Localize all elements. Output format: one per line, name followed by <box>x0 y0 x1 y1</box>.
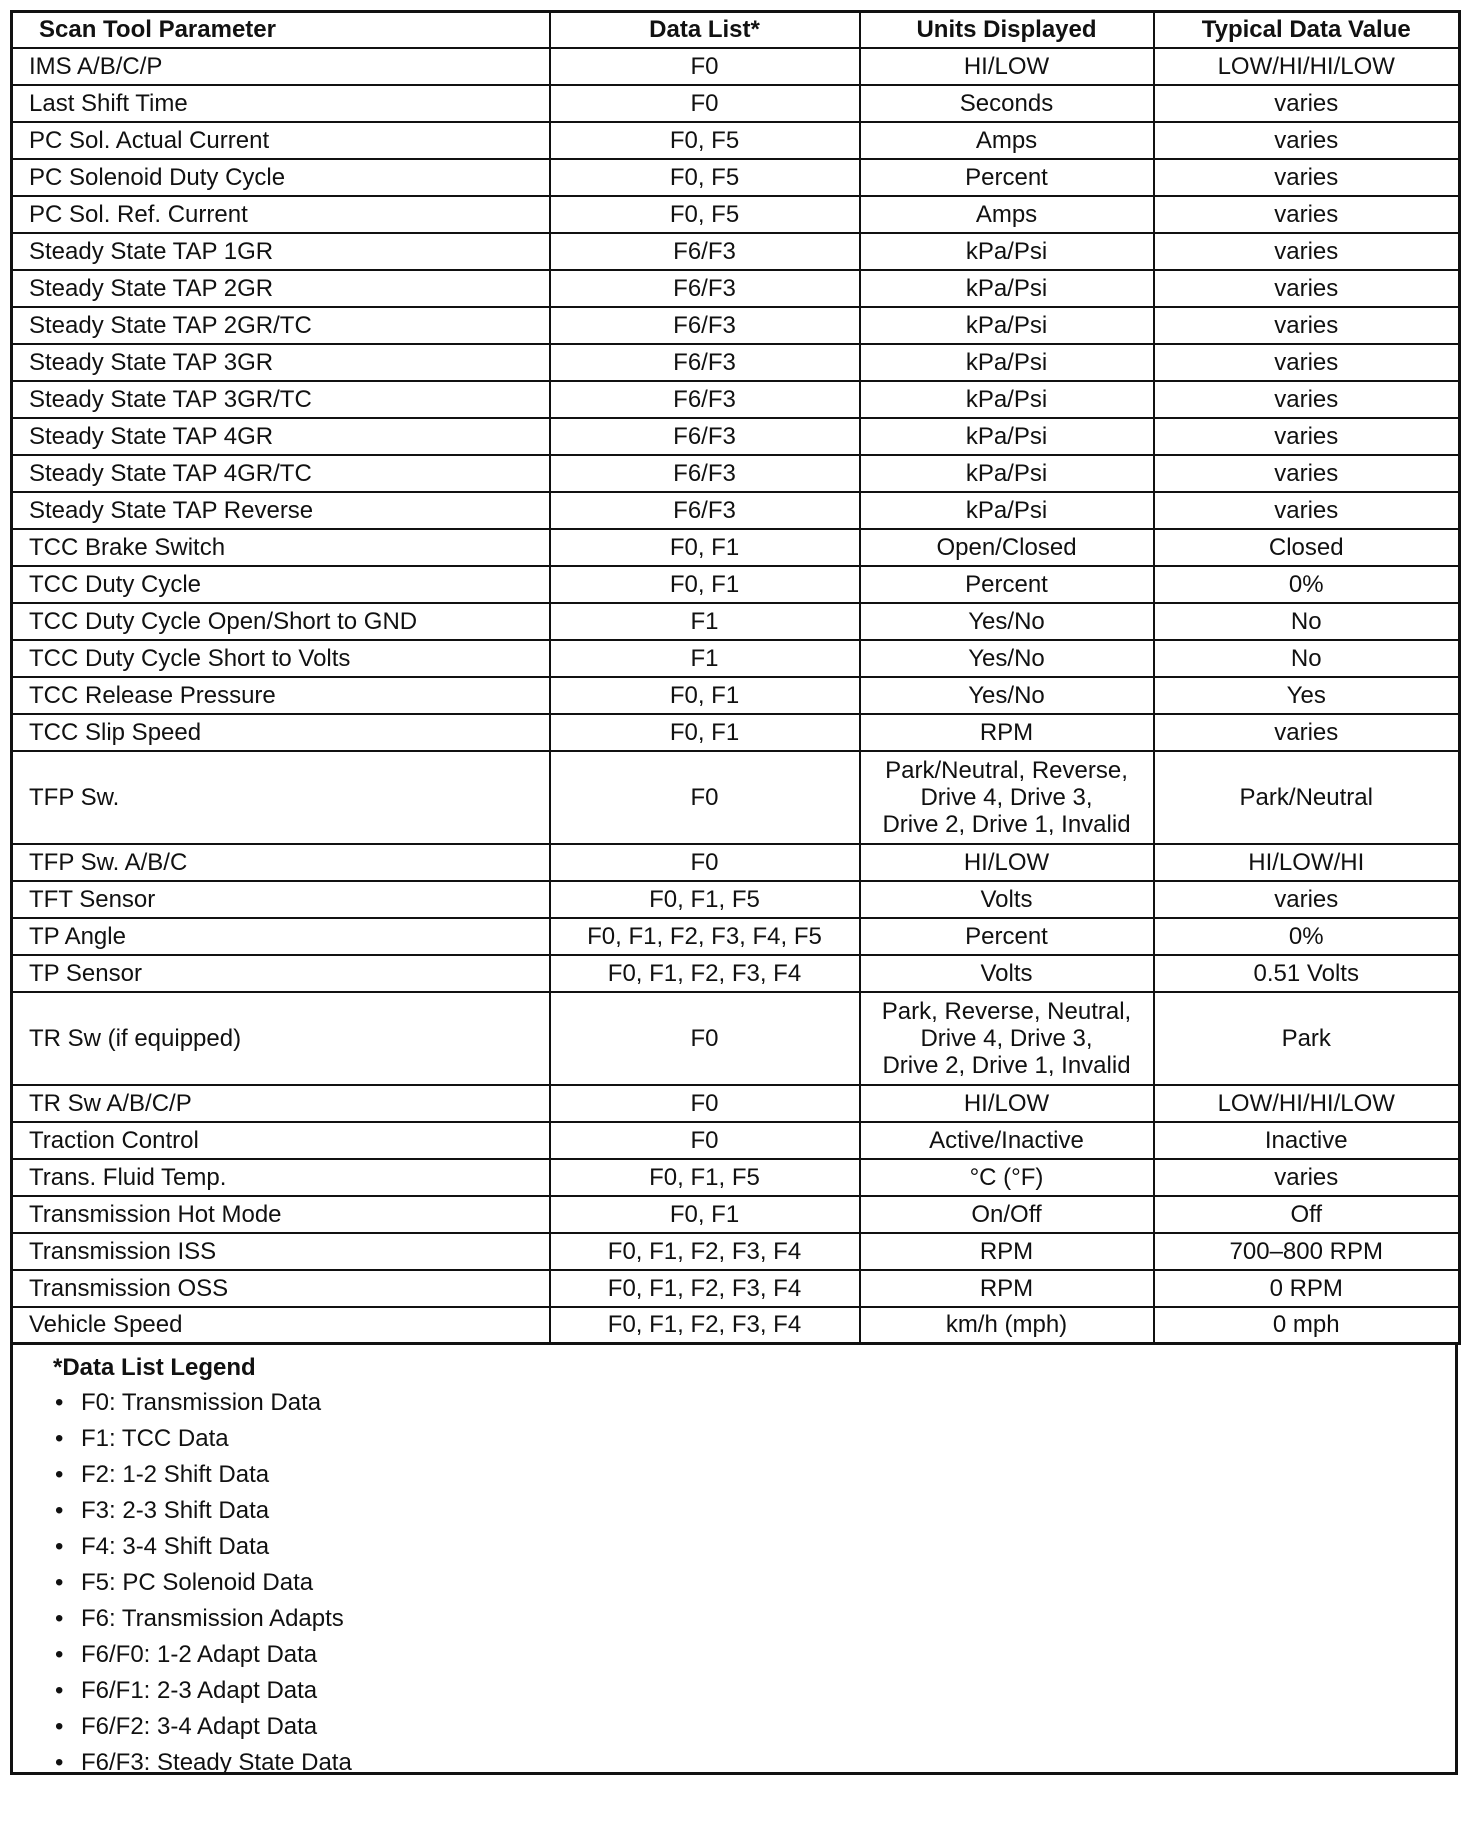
legend-item-text: F6/F3: Steady State Data <box>81 1749 352 1776</box>
cell-parameter: Trans. Fluid Temp. <box>12 1159 550 1196</box>
cell-typical-value: Off <box>1154 1196 1460 1233</box>
bullet-icon: • <box>55 1569 64 1596</box>
legend-item <box>53 1565 1439 1601</box>
table-row <box>12 1233 1460 1270</box>
cell-typical-value: 0.51 Volts <box>1154 955 1460 992</box>
cell-units: kPa/Psi <box>860 344 1154 381</box>
cell-parameter: TP Angle <box>12 918 550 955</box>
cell-data-list: F0 <box>550 1085 860 1122</box>
cell-data-list: F0, F1, F2, F3, F4 <box>550 1270 860 1307</box>
table-row <box>12 418 1460 455</box>
cell-parameter: TR Sw (if equipped) <box>12 992 550 1085</box>
cell-parameter: TP Sensor <box>12 955 550 992</box>
table-row <box>12 1196 1460 1233</box>
cell-parameter: PC Sol. Actual Current <box>12 122 550 159</box>
table-row <box>12 844 1460 881</box>
cell-data-list: F6/F3 <box>550 344 860 381</box>
cell-data-list: F0, F1, F2, F3, F4 <box>550 1233 860 1270</box>
cell-typical-value: 0% <box>1154 918 1460 955</box>
cell-data-list: F6/F3 <box>550 418 860 455</box>
cell-typical-value: 700–800 RPM <box>1154 1233 1460 1270</box>
cell-line: Drive 4, Drive 3, <box>920 1024 1093 1052</box>
cell-data-list: F6/F3 <box>550 233 860 270</box>
cell-units: kPa/Psi <box>860 233 1154 270</box>
legend-item-text: F6: Transmission Adapts <box>81 1605 344 1632</box>
cell-units: km/h (mph) <box>860 1307 1154 1344</box>
cell-data-list: F0, F1, F5 <box>550 881 860 918</box>
cell-typical-value: varies <box>1154 307 1460 344</box>
cell-typical-value: Park/Neutral <box>1154 751 1460 844</box>
cell-units: Percent <box>860 566 1154 603</box>
table-row <box>12 344 1460 381</box>
cell-data-list: F0, F1 <box>550 529 860 566</box>
legend-item-text: F6/F0: 1-2 Adapt Data <box>81 1641 318 1668</box>
cell-typical-value: varies <box>1154 455 1460 492</box>
cell-typical-value: varies <box>1154 881 1460 918</box>
table-row <box>12 492 1460 529</box>
cell-data-list: F6/F3 <box>550 381 860 418</box>
bullet-icon: • <box>55 1425 64 1452</box>
cell-data-list: F0 <box>550 751 860 844</box>
cell-parameter: TCC Duty Cycle Short to Volts <box>12 640 550 677</box>
bullet-icon: • <box>55 1713 64 1740</box>
cell-parameter: Vehicle Speed <box>12 1307 550 1344</box>
cell-data-list: F0, F1, F5 <box>550 1159 860 1196</box>
cell-parameter: Traction Control <box>12 1122 550 1159</box>
cell-typical-value: Closed <box>1154 529 1460 566</box>
cell-typical-value: varies <box>1154 1159 1460 1196</box>
table-row <box>12 1159 1460 1196</box>
cell-typical-value: varies <box>1154 492 1460 529</box>
cell-units: Amps <box>860 196 1154 233</box>
cell-units: RPM <box>860 714 1154 751</box>
table-row <box>12 714 1460 751</box>
cell-parameter: TCC Slip Speed <box>12 714 550 751</box>
legend-item-text: F3: 2-3 Shift Data <box>81 1497 270 1524</box>
legend-item <box>53 1385 1439 1421</box>
cell-typical-value: varies <box>1154 196 1460 233</box>
legend-item <box>53 1529 1439 1565</box>
cell-typical-value: 0 RPM <box>1154 1270 1460 1307</box>
cell-typical-value: Park <box>1154 992 1460 1085</box>
cell-typical-value: varies <box>1154 714 1460 751</box>
table-row <box>12 1307 1460 1344</box>
table-row <box>12 677 1460 714</box>
cell-parameter: TCC Duty Cycle <box>12 566 550 603</box>
table-row <box>12 48 1460 85</box>
cell-data-list: F6/F3 <box>550 270 860 307</box>
cell-parameter: Steady State TAP 2GR <box>12 270 550 307</box>
column-header-typical-value: Typical Data Value <box>1154 12 1460 48</box>
cell-data-list: F0, F1, F2, F3, F4 <box>550 1307 860 1344</box>
legend-item-text: F2: 1-2 Shift Data <box>81 1461 270 1488</box>
cell-units: RPM <box>860 1233 1154 1270</box>
cell-data-list: F0 <box>550 992 860 1085</box>
column-header-units: Units Displayed <box>860 12 1154 48</box>
legend-item-text: F0: Transmission Data <box>81 1389 322 1416</box>
cell-line: Drive 2, Drive 1, Invalid <box>882 810 1131 838</box>
table-row <box>12 529 1460 566</box>
table-body <box>12 48 1460 1344</box>
table-row <box>12 381 1460 418</box>
cell-data-list: F0, F5 <box>550 159 860 196</box>
cell-typical-value: No <box>1154 603 1460 640</box>
cell-parameter: Steady State TAP 1GR <box>12 233 550 270</box>
legend-item <box>53 1601 1439 1637</box>
cell-line: Park/Neutral, Reverse, <box>885 756 1128 784</box>
legend-item <box>53 1709 1439 1745</box>
legend-title: *Data List Legend <box>53 1354 256 1381</box>
cell-data-list: F0, F1 <box>550 714 860 751</box>
cell-typical-value: varies <box>1154 233 1460 270</box>
table-row <box>12 1085 1460 1122</box>
cell-parameter: Steady State TAP 2GR/TC <box>12 307 550 344</box>
cell-line: Park, Reverse, Neutral, <box>881 997 1132 1025</box>
table-row <box>12 233 1460 270</box>
cell-typical-value: varies <box>1154 122 1460 159</box>
cell-units: HI/LOW <box>860 48 1154 85</box>
cell-units <box>860 751 1154 844</box>
bullet-icon: • <box>55 1641 64 1668</box>
cell-units: Open/Closed <box>860 529 1154 566</box>
cell-units: kPa/Psi <box>860 492 1154 529</box>
table-row <box>12 566 1460 603</box>
cell-data-list: F0, F1 <box>550 677 860 714</box>
table-row <box>12 1122 1460 1159</box>
table-row <box>12 881 1460 918</box>
cell-parameter: Steady State TAP 3GR/TC <box>12 381 550 418</box>
cell-data-list: F0, F5 <box>550 196 860 233</box>
cell-units: On/Off <box>860 1196 1154 1233</box>
cell-data-list: F1 <box>550 640 860 677</box>
cell-typical-value: Yes <box>1154 677 1460 714</box>
legend-item <box>53 1421 1439 1457</box>
cell-units: Volts <box>860 955 1154 992</box>
cell-units: kPa/Psi <box>860 381 1154 418</box>
cell-parameter: TFT Sensor <box>12 881 550 918</box>
cell-units: °C (°F) <box>860 1159 1154 1196</box>
cell-units: Volts <box>860 881 1154 918</box>
cell-units: Amps <box>860 122 1154 159</box>
cell-units: RPM <box>860 1270 1154 1307</box>
cell-typical-value: varies <box>1154 159 1460 196</box>
cell-data-list: F0 <box>550 85 860 122</box>
cell-units: Yes/No <box>860 677 1154 714</box>
legend-item-text: F4: 3-4 Shift Data <box>81 1533 270 1560</box>
table-row <box>12 122 1460 159</box>
cell-units: Seconds <box>860 85 1154 122</box>
cell-typical-value: varies <box>1154 270 1460 307</box>
cell-parameter: Steady State TAP 3GR <box>12 344 550 381</box>
cell-parameter: Transmission Hot Mode <box>12 1196 550 1233</box>
cell-data-list: F6/F3 <box>550 492 860 529</box>
cell-units: Percent <box>860 159 1154 196</box>
cell-typical-value: No <box>1154 640 1460 677</box>
cell-data-list: F6/F3 <box>550 455 860 492</box>
cell-typical-value: Inactive <box>1154 1122 1460 1159</box>
legend-item-text: F5: PC Solenoid Data <box>81 1569 314 1596</box>
table-row <box>12 307 1460 344</box>
cell-units: HI/LOW <box>860 1085 1154 1122</box>
bullet-icon: • <box>55 1461 64 1488</box>
cell-units: Active/Inactive <box>860 1122 1154 1159</box>
cell-units: kPa/Psi <box>860 270 1154 307</box>
cell-parameter: Steady State TAP Reverse <box>12 492 550 529</box>
cell-parameter: Steady State TAP 4GR/TC <box>12 455 550 492</box>
legend-item <box>53 1493 1439 1529</box>
cell-parameter: TR Sw A/B/C/P <box>12 1085 550 1122</box>
cell-data-list: F0 <box>550 1122 860 1159</box>
cell-typical-value: varies <box>1154 418 1460 455</box>
cell-typical-value: LOW/HI/HI/LOW <box>1154 48 1460 85</box>
cell-parameter: PC Sol. Ref. Current <box>12 196 550 233</box>
table-row <box>12 992 1460 1085</box>
table-row <box>12 1270 1460 1307</box>
cell-line: Drive 4, Drive 3, <box>920 783 1093 811</box>
bullet-icon: • <box>55 1389 64 1416</box>
cell-data-list: F1 <box>550 603 860 640</box>
scan-tool-data-table <box>10 10 1461 1345</box>
cell-typical-value: LOW/HI/HI/LOW <box>1154 1085 1460 1122</box>
cell-units: Yes/No <box>860 603 1154 640</box>
bullet-icon: • <box>55 1605 64 1632</box>
bullet-icon: • <box>55 1533 64 1560</box>
cell-typical-value: 0% <box>1154 566 1460 603</box>
cell-data-list: F0 <box>550 844 860 881</box>
bullet-icon: • <box>55 1497 64 1524</box>
cell-data-list: F0, F1, F2, F3, F4, F5 <box>550 918 860 955</box>
legend-list <box>53 1385 1439 1781</box>
document-page <box>10 10 1458 1775</box>
legend-item-text: F6/F2: 3-4 Adapt Data <box>81 1713 318 1740</box>
table-row <box>12 196 1460 233</box>
column-header-data-list: Data List* <box>550 12 860 48</box>
cell-typical-value: varies <box>1154 381 1460 418</box>
cell-parameter: Transmission ISS <box>12 1233 550 1270</box>
cell-data-list: F0 <box>550 48 860 85</box>
cell-parameter: IMS A/B/C/P <box>12 48 550 85</box>
legend-item <box>53 1745 1439 1781</box>
table-row <box>12 270 1460 307</box>
table-row <box>12 159 1460 196</box>
bullet-icon: • <box>55 1677 64 1704</box>
cell-typical-value: varies <box>1154 344 1460 381</box>
cell-parameter: TFP Sw. A/B/C <box>12 844 550 881</box>
cell-parameter: TCC Release Pressure <box>12 677 550 714</box>
legend-item-text: F6/F1: 2-3 Adapt Data <box>81 1677 318 1704</box>
cell-units: Percent <box>860 918 1154 955</box>
table-row <box>12 455 1460 492</box>
cell-parameter: TCC Duty Cycle Open/Short to GND <box>12 603 550 640</box>
table-row <box>12 955 1460 992</box>
cell-parameter: Steady State TAP 4GR <box>12 418 550 455</box>
table-row <box>12 751 1460 844</box>
legend-item <box>53 1637 1439 1673</box>
table-header-row <box>12 12 1460 48</box>
table-row <box>12 918 1460 955</box>
cell-data-list: F0, F1, F2, F3, F4 <box>550 955 860 992</box>
cell-units <box>860 992 1154 1085</box>
table-row <box>12 603 1460 640</box>
cell-typical-value: HI/LOW/HI <box>1154 844 1460 881</box>
cell-parameter: Transmission OSS <box>12 1270 550 1307</box>
cell-data-list: F6/F3 <box>550 307 860 344</box>
column-header-parameter: Scan Tool Parameter <box>12 12 550 48</box>
cell-parameter: Last Shift Time <box>12 85 550 122</box>
cell-line: Drive 2, Drive 1, Invalid <box>882 1051 1131 1079</box>
table-row <box>12 85 1460 122</box>
cell-units: kPa/Psi <box>860 455 1154 492</box>
cell-parameter: TCC Brake Switch <box>12 529 550 566</box>
cell-data-list: F0, F1 <box>550 1196 860 1233</box>
legend-item <box>53 1457 1439 1493</box>
legend-item-text: F1: TCC Data <box>81 1425 229 1452</box>
cell-parameter: PC Solenoid Duty Cycle <box>12 159 550 196</box>
bullet-icon: • <box>55 1749 64 1776</box>
cell-data-list: F0, F1 <box>550 566 860 603</box>
cell-units: kPa/Psi <box>860 307 1154 344</box>
table-row <box>12 640 1460 677</box>
cell-typical-value: varies <box>1154 85 1460 122</box>
legend-item <box>53 1673 1439 1709</box>
cell-typical-value: 0 mph <box>1154 1307 1460 1344</box>
cell-parameter: TFP Sw. <box>12 751 550 844</box>
cell-units: kPa/Psi <box>860 418 1154 455</box>
data-list-legend <box>10 1345 1458 1775</box>
cell-data-list: F0, F5 <box>550 122 860 159</box>
cell-units: Yes/No <box>860 640 1154 677</box>
cell-units: HI/LOW <box>860 844 1154 881</box>
